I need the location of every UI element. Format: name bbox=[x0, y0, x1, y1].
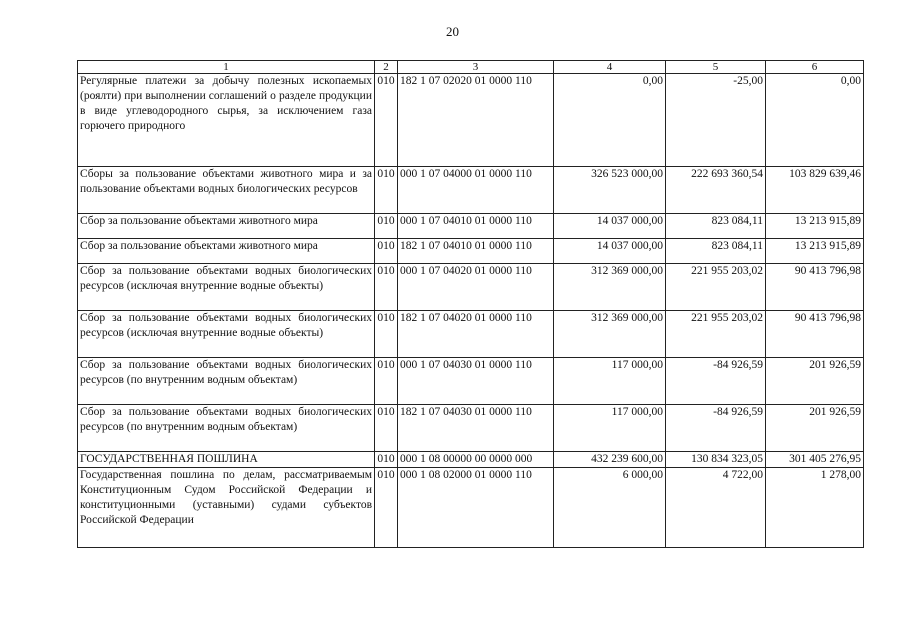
row-budget-code: 182 1 07 02020 01 0000 110 bbox=[398, 74, 554, 167]
row-executed: 130 834 323,05 bbox=[666, 452, 766, 468]
row-budget-code: 182 1 07 04020 01 0000 110 bbox=[398, 311, 554, 358]
row-name: ГОСУДАРСТВЕННАЯ ПОШЛИНА bbox=[78, 452, 375, 468]
row-approved: 432 239 600,00 bbox=[554, 452, 666, 468]
row-budget-code: 182 1 07 04030 01 0000 110 bbox=[398, 405, 554, 452]
row-line-code: 010 bbox=[375, 311, 398, 358]
row-line-code: 010 bbox=[375, 264, 398, 311]
row-line-code: 010 bbox=[375, 468, 398, 548]
budget-table bbox=[77, 60, 864, 548]
row-approved: 312 369 000,00 bbox=[554, 264, 666, 311]
row-budget-code: 000 1 07 04000 01 0000 110 bbox=[398, 167, 554, 214]
row-line-code: 010 bbox=[375, 167, 398, 214]
row-executed: 221 955 203,02 bbox=[666, 264, 766, 311]
row-name: Сбор за пользование объектами водных биологических ресурсов (по внутренним водным объектам) bbox=[78, 405, 375, 452]
row-executed: 823 084,11 bbox=[666, 239, 766, 264]
row-approved: 312 369 000,00 bbox=[554, 311, 666, 358]
row-unexecuted: 201 926,59 bbox=[766, 358, 864, 405]
row-unexecuted: 90 413 796,98 bbox=[766, 264, 864, 311]
row-name: Сбор за пользование объектами водных биологических ресурсов (по внутренним водным объектам) bbox=[78, 358, 375, 405]
row-line-code: 010 bbox=[375, 214, 398, 239]
page-number: 20 bbox=[446, 24, 459, 39]
row-line-code: 010 bbox=[375, 452, 398, 468]
column-header: 3 bbox=[398, 61, 554, 74]
table-row bbox=[78, 167, 864, 214]
column-header: 5 bbox=[666, 61, 766, 74]
table-row bbox=[78, 405, 864, 452]
row-unexecuted: 90 413 796,98 bbox=[766, 311, 864, 358]
row-line-code: 010 bbox=[375, 405, 398, 452]
row-approved: 6 000,00 bbox=[554, 468, 666, 548]
row-approved: 14 037 000,00 bbox=[554, 239, 666, 264]
row-unexecuted: 13 213 915,89 bbox=[766, 239, 864, 264]
row-budget-code: 000 1 07 04030 01 0000 110 bbox=[398, 358, 554, 405]
table-row bbox=[78, 239, 864, 264]
table-row bbox=[78, 74, 864, 167]
row-name: Сбор за пользование объектами водных биологических ресурсов (исключая внутренние водные объекты) bbox=[78, 264, 375, 311]
table-row bbox=[78, 214, 864, 239]
row-unexecuted: 103 829 639,46 bbox=[766, 167, 864, 214]
row-name: Сбор за пользование объектами животного мира bbox=[78, 214, 375, 239]
column-number-row bbox=[78, 61, 864, 74]
row-name: Сборы за пользование объектами животного мира и за пользование объектами водных биологических ресурсов bbox=[78, 167, 375, 214]
row-executed: 221 955 203,02 bbox=[666, 311, 766, 358]
row-budget-code: 000 1 07 04010 01 0000 110 bbox=[398, 214, 554, 239]
row-line-code: 010 bbox=[375, 358, 398, 405]
row-name: Сбор за пользование объектами водных биологических ресурсов (исключая внутренние водные объекты) bbox=[78, 311, 375, 358]
row-unexecuted: 0,00 bbox=[766, 74, 864, 167]
row-budget-code: 182 1 07 04010 01 0000 110 bbox=[398, 239, 554, 264]
row-approved: 117 000,00 bbox=[554, 358, 666, 405]
row-budget-code: 000 1 07 04020 01 0000 110 bbox=[398, 264, 554, 311]
row-executed: 823 084,11 bbox=[666, 214, 766, 239]
table-row bbox=[78, 264, 864, 311]
row-name: Сбор за пользование объектами животного мира bbox=[78, 239, 375, 264]
row-name: Государственная пошлина по делам, рассматриваемым Конституционным Судом Российской Федерации и конституционными (уставными) судами субъектов Российской Федерации bbox=[78, 468, 375, 548]
column-header: 4 bbox=[554, 61, 666, 74]
row-executed: -84 926,59 bbox=[666, 405, 766, 452]
column-header: 6 bbox=[766, 61, 864, 74]
row-unexecuted: 201 926,59 bbox=[766, 405, 864, 452]
row-approved: 14 037 000,00 bbox=[554, 214, 666, 239]
row-name: Регулярные платежи за добычу полезных ископаемых (роялти) при выполнении соглашений о разделе продукции в виде углеводородного сырья, за исключением газа горючего природного bbox=[78, 74, 375, 167]
table-row bbox=[78, 358, 864, 405]
row-executed: 4 722,00 bbox=[666, 468, 766, 548]
row-unexecuted: 301 405 276,95 bbox=[766, 452, 864, 468]
table-row bbox=[78, 452, 864, 468]
row-executed: -84 926,59 bbox=[666, 358, 766, 405]
column-header: 1 bbox=[78, 61, 375, 74]
table-row bbox=[78, 311, 864, 358]
row-approved: 326 523 000,00 bbox=[554, 167, 666, 214]
row-line-code: 010 bbox=[375, 239, 398, 264]
row-approved: 117 000,00 bbox=[554, 405, 666, 452]
row-executed: -25,00 bbox=[666, 74, 766, 167]
column-header: 2 bbox=[375, 61, 398, 74]
row-line-code: 010 bbox=[375, 74, 398, 167]
row-unexecuted: 13 213 915,89 bbox=[766, 214, 864, 239]
row-budget-code: 000 1 08 02000 01 0000 110 bbox=[398, 468, 554, 548]
row-executed: 222 693 360,54 bbox=[666, 167, 766, 214]
row-budget-code: 000 1 08 00000 00 0000 000 bbox=[398, 452, 554, 468]
row-unexecuted: 1 278,00 bbox=[766, 468, 864, 548]
table-row bbox=[78, 468, 864, 548]
row-approved: 0,00 bbox=[554, 74, 666, 167]
